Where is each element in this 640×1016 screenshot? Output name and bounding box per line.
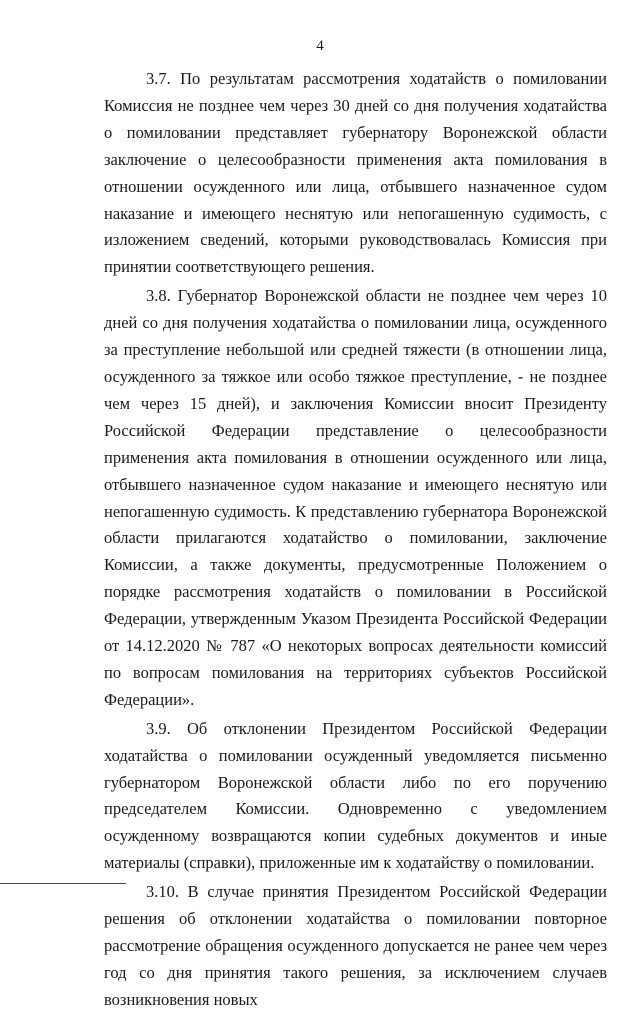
paragraph-3-7: 3.7. По результатам рассмотрения ходатайств о помиловании Комиссия не позднее чем через 30 дней со дня получения ходатайства о помиловании представляет губернатору Воронежской области заключение о целесообразности применения акта помилования в отношении осужденного или лица, отбывшего назначенное судом наказание и имеющего неснятую или непогашенную судимость, с изложением сведений, которыми руководствовалась Комиссия при принятии соответствующего решения. (104, 69, 607, 277)
footnote-divider (0, 883, 126, 884)
page-number: 4 (316, 38, 324, 54)
document-body (104, 66, 607, 1016)
paragraph-3-8: 3.8. Губернатор Воронежской области не позднее чем через 10 дней со дня получения ходатайства о помиловании лица, осужденного за преступление небольшой или средней тяжести (в отношении лица, осужденного за тяжкое или особо тяжкое преступление, - не позднее чем через 15 дней), и заключения Комиссии вносит Президенту Российской Федерации представление о целесообразности применения акта помилования в отношении осужденного или лица, отбывшего назначенное судом наказание и имеющего неснятую или непогашенную судимость. К представлению губернатора Воронежской области прилагаются ходатайство о помиловании, заключение Комиссии, а также документы, предусмотренные Положением о порядке рассмотрения ходатайств о помиловании в Российской Федерации, утвержденным Указом Президента Российской Федерации от 14.12.2020 № 787 «О некоторых вопросах деятельности комиссий по вопросам помилования на территориях субъектов Российской Федерации». (104, 286, 607, 709)
paragraph-3-10: 3.10. В случае принятия Президентом Российской Федерации решения об отклонении ходатайства о помиловании повторное рассмотрение обращения осужденного допускается не ранее чем через год со дня принятия такого решения, за исключением случаев возникновения новых (104, 882, 607, 1009)
paragraph-3-9: 3.9. Об отклонении Президентом Российской Федерации ходатайства о помиловании осужденный уведомляется письменно губернатором Воронежской области либо по его поручению председателем Комиссии. Одновременно с уведомлением осужденному возвращаются копии судебных документов и иные материалы (справки), приложенные им к ходатайству о помиловании. (104, 718, 607, 873)
